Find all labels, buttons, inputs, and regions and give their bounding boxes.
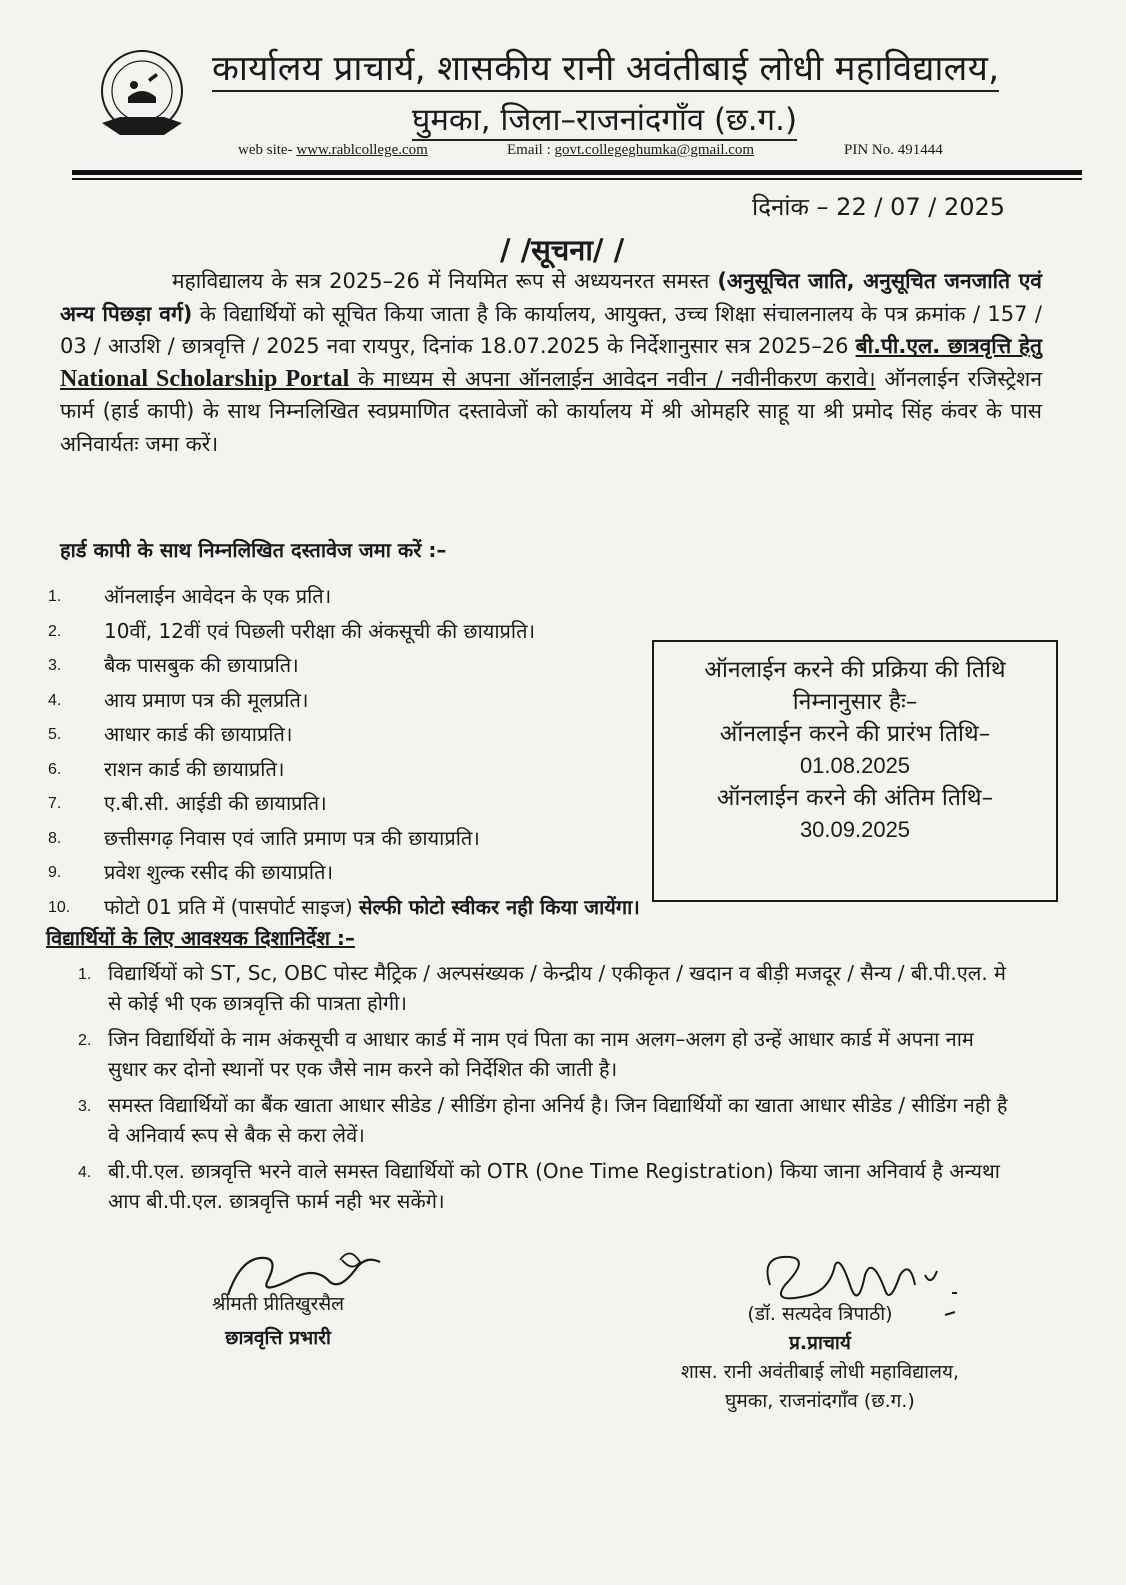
dates-box-heading: ऑनलाईन करने की प्रक्रिया की तिथि <box>704 657 1006 683</box>
dates-box-subheading: निम्नानुसार हैः– <box>792 689 918 715</box>
end-date-label: ऑनलाईन करने की अंतिम तिथि– <box>716 785 994 811</box>
signatory-right <box>610 1300 1030 1416</box>
website-link[interactable]: www.rablcollege.com <box>296 142 428 158</box>
email-line: Email : govt.collegeghumka@gmail.com <box>507 142 755 158</box>
list-item: 9. प्रवेश शुल्क रसीद की छायाप्रति। <box>48 860 334 884</box>
list-item: 1. ऑनलाईन आवेदन के एक प्रति। <box>48 584 332 608</box>
list-item: 6. राशन कार्ड की छायाप्रति। <box>48 756 285 781</box>
list-item: 2. 10वीं, 12वीं एवं पिछली परीक्षा की अंकसूची की छायाप्रति। <box>48 618 536 643</box>
guidelines-list <box>78 958 1018 1222</box>
office-heading: कार्यालय प्राचार्य, शासकीय रानी अवंतीबाई लोधी महाविद्यालय, <box>212 44 1052 91</box>
signatory-right-org: शास. रानी अवंतीबाई लोधी महाविद्यालय, <box>680 1361 960 1383</box>
header-rule-thin <box>72 178 1082 180</box>
documents-title: हार्ड कापी के साथ निम्नलिखित दस्तावेज जमा करें :– <box>60 538 447 562</box>
signatory-left-name: श्रीमती प्रीतिखुरसैल <box>212 1293 345 1315</box>
list-item: 5. आधार कार्ड की छायाप्रति। <box>48 722 293 746</box>
website-line: web site- www.rablcollege.com <box>238 142 428 158</box>
list-item: 2. जिन विद्यार्थियों के नाम अंकसूची व आधार कार्ड में नाम एवं पिता का नाम अलग–अलग हो उन्हें आधार कार्ड में अपना नाम सुधार कर दोनो स्थानों पर एक जैसे नाम करने को निर्देशित की जाती है। <box>78 1027 974 1081</box>
list-item: 4. आय प्रमाण पत्र की मूलप्रति। <box>48 687 309 712</box>
online-dates-box <box>652 640 1058 902</box>
address-heading: घुमका, जिला–राजनांदगाँव (छ.ग.) <box>412 98 797 140</box>
list-item: 1. विद्यार्थियों को ST, Sc, OBC पोस्ट मैट्रिक / अल्पसंख्यक / केन्द्रीय / एकीकृत / खदान व बीड़ी मजदूर / सैन्य / बी.पी.एल. मे से कोई भी एक छात्रवृत्ति की पात्रता होगी। <box>78 961 1006 1015</box>
list-item: 7. ए.बी.सी. आईडी की छायाप्रति। <box>48 791 327 815</box>
start-date-label: ऑनलाईन करने की प्रारंभ तिथि– <box>719 721 991 747</box>
signatory-left-role: छात्रवृत्ति प्रभारी <box>225 1327 331 1349</box>
list-item: 8. छत्तीसगढ़ निवास एवं जाति प्रमाण पत्र की छायाप्रति। <box>48 825 480 850</box>
signatory-right-name: (डॉ. सत्यदेव त्रिपाठी) <box>747 1303 893 1325</box>
college-logo-icon <box>92 45 192 145</box>
header-rule <box>72 170 1082 175</box>
signatory-right-place: घुमका, राजनांदगाँव (छ.ग.) <box>725 1390 915 1412</box>
signatory-left <box>212 1290 344 1350</box>
list-item: 10. फोटो 01 प्रति में (पासपोर्ट साइज) सेल्फी फोटो स्वीकर नही किया जायेंगा। <box>48 894 640 919</box>
notice-paragraph: महाविद्यालय के सत्र 2025–26 में नियमित रूप से अध्ययनरत समस्त (अनुसूचित जाति, अनुसूचित जनजाति एवं अन्य पिछड़ा वर्ग) के विद्यार्थियों को सूचित किया जाता है कि कार्यालय, आयुक्त, उच्च शिक्षा संचालनालय के पत्र क्रमांक / 157 / 03 / आउशि / छात्रवृत्ति / 2025 नवा रायपुर, दिनांक 18.07.2025 के निर्देशानुसार सत्र 2025–26 बी.पी.एल. छात्रवृत्ति हेतु National Scholarship Portal के माध्यम से अपना ऑनलाईन आवेदन नवीन / नवीनीकरण करावे। ऑनलाईन रजिस्ट्रेशन फार्म (हार्ड कापी) के साथ निम्नलिखित स्वप्रमाणित दस्तावेजों को कार्यालय में श्री ओमहरि साहू या श्री प्रमोद सिंह कंवर के पास अनिवार्यतः जमा करें। <box>60 269 1043 456</box>
signatory-right-role: प्र.प्राचार्य <box>789 1332 851 1354</box>
email-link[interactable]: govt.collegeghumka@gmail.com <box>554 142 755 158</box>
notice-date: दिनांक – 22 / 07 / 2025 <box>752 193 1006 221</box>
pin-code: PIN No. 491444 <box>844 142 943 158</box>
start-date-value: 01.08.2025 <box>799 753 911 778</box>
list-item: 3. समस्त विद्यार्थियों का बैंक खाता आधार सीडेड / सीडिंग होना अनिर्य है। जिन विद्यार्थियों का खाता आधार सीडेड / सीडिंग नही है वे अनिवार्य रूप से बैक से करा लेवें। <box>78 1093 1008 1147</box>
list-item: 4. बी.पी.एल. छात्रवृत्ति भरने वाले समस्त विद्यार्थियों को OTR (One Time Registration) किया जाना अनिवार्य है अन्यथा आप बी.पी.एल. छात्रवृत्ति फार्म नही भर सकेंगे। <box>78 1159 1000 1213</box>
notice-title: / /सूचना/ / <box>500 233 625 267</box>
end-date-value: 30.09.2025 <box>799 817 911 842</box>
list-item: 3. बैक पासबुक की छायाप्रति। <box>48 653 299 677</box>
guidelines-title: विद्यार्थियों के लिए आवश्यक दिशानिर्देश :– <box>46 926 355 950</box>
